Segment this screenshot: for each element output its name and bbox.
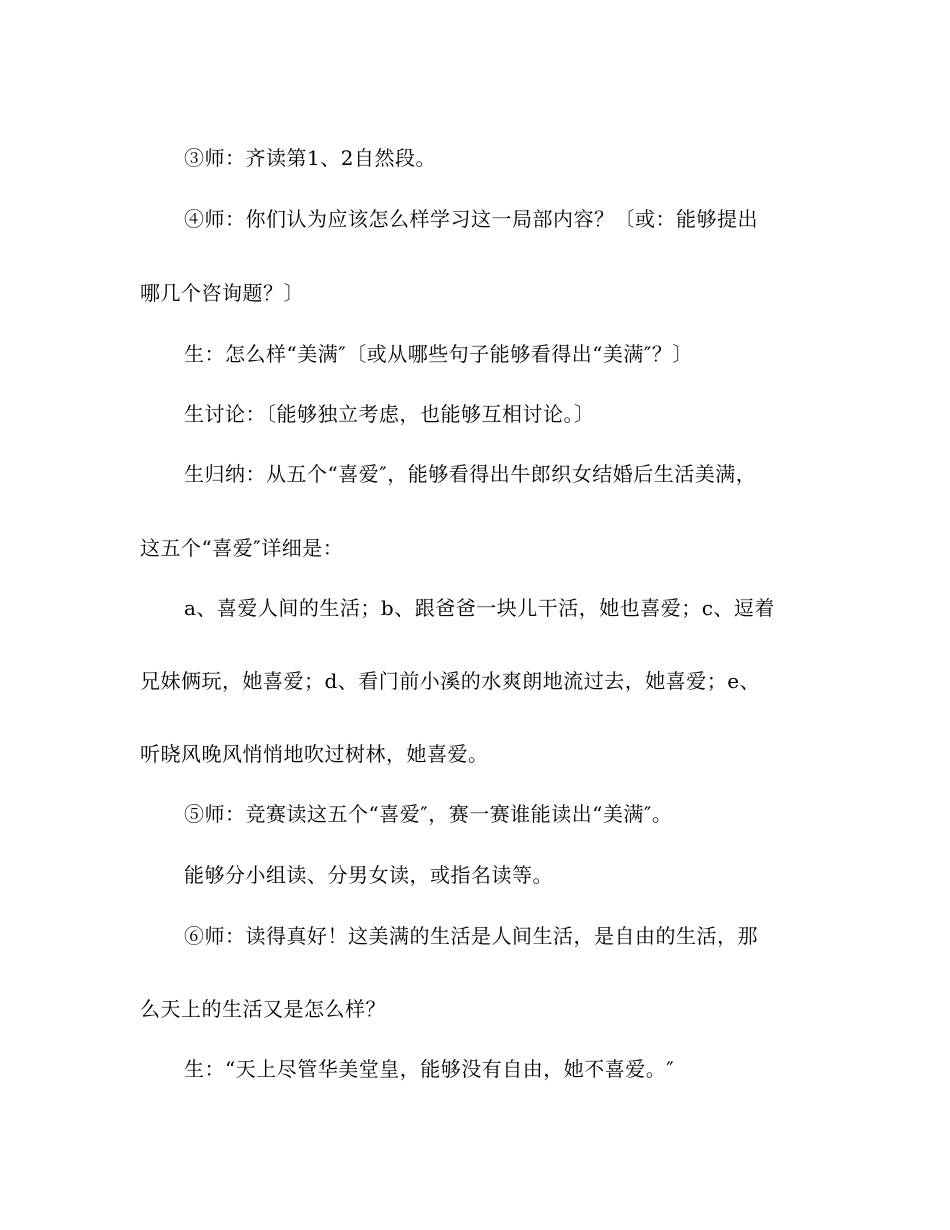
paragraph-line: 哪几个咨询题？〕 (140, 281, 304, 305)
paragraph-line: 听晓风晚风悄悄地吹过树林，她喜爱。 (140, 742, 489, 766)
paragraph-line: ③师：齐读第1、2自然段。 (184, 146, 436, 170)
paragraph-line: 这五个“喜爱″详细是： (140, 536, 344, 560)
paragraph-line: 生：怎么样“美满″〔或从哪些句子能够看得出“美满″？〕 (184, 342, 693, 366)
paragraph-line: 生归纳：从五个“喜爱″，能够看得出牛郎织女结婚后生活美满， (184, 462, 757, 486)
paragraph-line: 么天上的生活又是怎么样？ (140, 997, 386, 1021)
paragraph-line: ④师：你们认为应该怎么样学习这一局部内容？〔或：能够提出 (184, 207, 758, 231)
paragraph-line: a、喜爱人间的生活；b、跟爸爸一块儿干活，她也喜爱；c、逗着 (184, 596, 775, 620)
paragraph-line: 生：“天上尽管华美堂皇，能够没有自由，她不喜爱。″ (184, 1057, 675, 1081)
paragraph-line: ⑤师：竞赛读这五个“喜爱″，赛一赛谁能读出“美满″。 (184, 802, 673, 826)
paragraph-line: 能够分小组读、分男女读，或指名读等。 (184, 863, 553, 887)
paragraph-line: 生讨论：〔能够独立考虑，也能够互相讨论。〕 (184, 402, 595, 426)
paragraph-line: 兄妹俩玩，她喜爱；d、看门前小溪的水爽朗地流过去，她喜爱；e、 (140, 669, 761, 693)
paragraph-line: ⑥师：读得真好！这美满的生活是人间生活，是自由的生活，那 (184, 924, 758, 948)
